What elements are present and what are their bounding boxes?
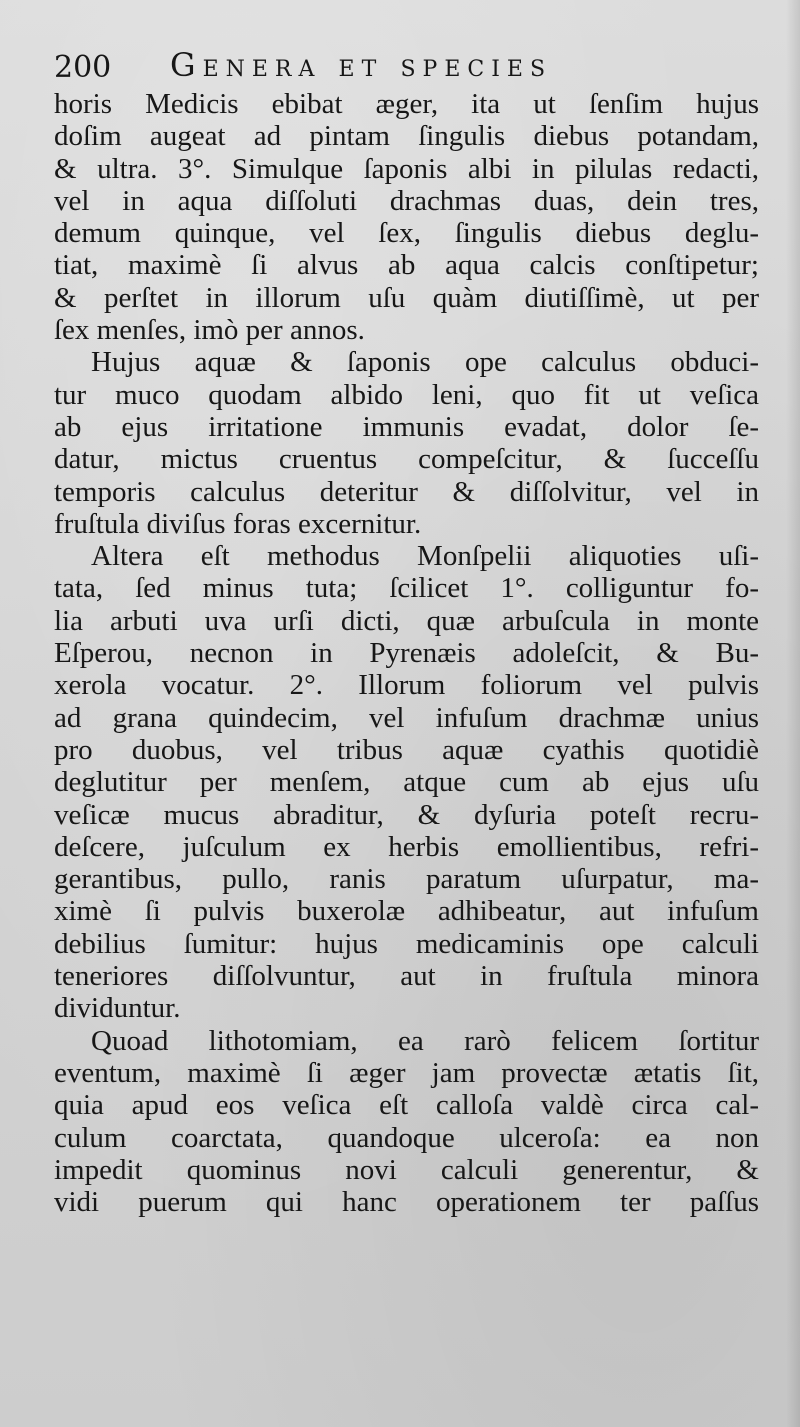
text-line: fruſtula diviſus foras excernitur. [54,507,422,540]
text-line: temporis calculus deteritur & diſſolvitur, vel in [54,475,759,508]
text-line: Hujus aquæ & ſaponis ope calculus obduci- [91,346,759,379]
text-line: tata, ſed minus tuta; ſcilicet 1°. colliguntur fo- [54,572,759,605]
text-line: pro duobus, vel tribus aquæ cyathis quotidiè [54,733,759,766]
running-head: Genera et species [170,46,553,84]
text-line: demum quinque, vel ſex, ſingulis diebus deglu- [54,217,759,250]
text-line: teneriores diſſolvuntur, aut in fruſtula minora [54,960,759,993]
text-line: tur muco quodam albido leni, quo fit ut veſica [54,378,759,411]
text-line: debilius ſumitur: hujus medicaminis ope calculi [54,927,759,960]
text-line: eventum, maximè ſi æger jam provectæ ætatis ſit, [54,1056,759,1089]
text-line: datur, mictus cruentus compeſcitur, & ſucceſſu [54,443,759,476]
text-line: deglutitur per menſem, atque cum ab ejus uſu [54,766,759,799]
page-number: 200 [54,50,112,85]
text-line: gerantibus, pullo, ranis paratum uſurpatur, ma- [54,863,759,896]
page-header [54,46,694,90]
text-line: ad grana quindecim, vel infuſum drachmæ unius [54,701,759,734]
text-line: Eſperou, necnon in Pyrenæis adoleſcit, & Bu- [54,637,759,670]
text-line: xerola vocatur. 2°. Illorum foliorum vel pulvis [54,669,759,702]
text-line: dividuntur. [54,992,181,1025]
text-line: Quoad lithotomiam, ea rarò felicem ſortitur [91,1024,759,1057]
body-text [54,88,759,1218]
text-line: deſcere, juſculum ex herbis emollientibus, refri- [54,830,759,863]
text-line: & ultra. 3°. Simulque ſaponis albi in pilulas redacti, [54,152,759,185]
text-line: vidi puerum qui hanc operationem ter paſſus [54,1186,759,1219]
text-line: doſim augeat ad pintam ſingulis diebus potandam, [54,120,759,153]
text-line: veſicæ mucus abraditur, & dyſuria poteſt recru- [54,798,759,831]
text-line: ab ejus irritatione immunis evadat, dolor ſe- [54,410,759,443]
text-line: impedit quominus novi calculi generentur, & [54,1153,759,1186]
text-line: ſex menſes, imò per annos. [54,314,365,347]
text-line: ximè ſi pulvis buxerolæ adhibeatur, aut infuſum [54,895,759,928]
page-edge-shadow [786,0,800,1427]
text-line: tiat, maximè ſi alvus ab aqua calcis conſtipetur; [54,249,759,282]
text-line: horis Medicis ebibat æger, ita ut ſenſim hujus [54,88,759,120]
text-line: & perſtet in illorum uſu quàm diutiſſimè, ut per [54,281,759,314]
text-line: vel in aqua diſſoluti drachmas duas, dein tres, [54,184,759,217]
text-line: lia arbuti uva urſi dicti, quæ arbuſcula in monte [54,604,759,637]
text-line: culum coarctata, quandoque ulceroſa: ea non [54,1121,759,1154]
text-line: Altera eſt methodus Monſpelii aliquoties uſi- [91,540,759,573]
text-line: quia apud eos veſica eſt calloſa valdè circa cal- [54,1089,759,1122]
